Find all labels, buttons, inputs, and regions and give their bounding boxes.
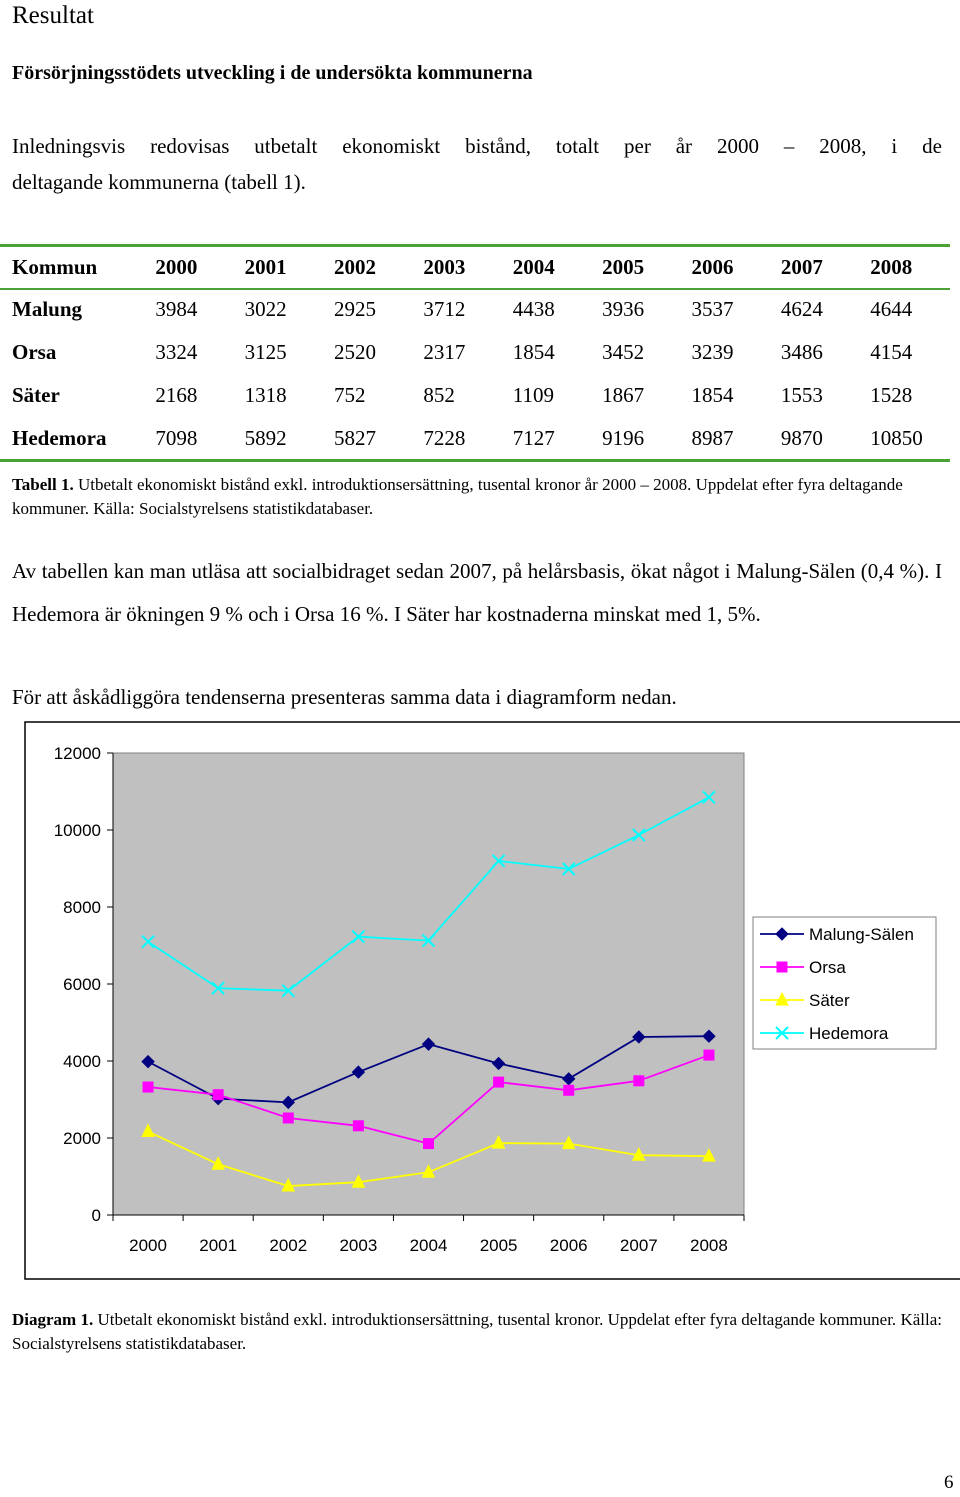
data-point-orsa [213, 1090, 223, 1100]
table-cell: 7098 [155, 426, 198, 450]
table-cell: 852 [423, 383, 455, 407]
table-header-row [0, 246, 960, 288]
legend-label-hedemora: Hedemora [809, 1024, 889, 1043]
legend-marker-orsa [777, 962, 787, 972]
table-row [0, 288, 960, 331]
legend-label-malung-s-len: Malung-Sälen [809, 925, 914, 944]
table-cell: 3486 [780, 340, 823, 364]
analysis-paragraph: Av tabellen kan man utläsa att socialbidraget sedan 2007, på helårsbasis, ökat något i Malung-Sälen (0,4 %). I Hedemora är ökningen 9 % och i Orsa 16 %. I Säter har kostnaderna minskat med 1, 5%. [12, 559, 942, 626]
table-cell: 8987 [691, 426, 734, 450]
chart-svg [24, 721, 960, 1281]
intro-line-2: deltagande kommunerna (tabell 1). [12, 170, 306, 194]
y-tick-label: 2000 [63, 1129, 101, 1148]
table-cell: 3936 [602, 297, 645, 321]
y-tick-label: 10000 [53, 821, 101, 840]
y-tick-label: 12000 [53, 744, 101, 763]
intro-line-1: Inledningsvis redovisas utbetalt ekonomiskt bistånd, totalt per år 2000 – 2008, i de [12, 134, 942, 158]
section-heading: Resultat [12, 2, 94, 29]
table-cell: 1318 [244, 383, 287, 407]
table-cell: 9870 [780, 426, 823, 450]
data-point-orsa [424, 1139, 434, 1149]
table-row [0, 417, 960, 460]
table-row [0, 374, 960, 417]
table-cell: 2520 [334, 340, 377, 364]
table-header-cell: Kommun [12, 254, 98, 279]
intro-paragraph [12, 128, 942, 200]
table-cell: 4644 [870, 297, 913, 321]
table-cell: 3125 [244, 340, 287, 364]
table-cell: 4438 [512, 297, 555, 321]
table-cell: 3324 [155, 340, 198, 364]
x-tick-label: 2005 [479, 1236, 518, 1255]
table-cell: 5892 [244, 426, 287, 450]
table-cell: 2168 [155, 383, 198, 407]
data-table [0, 246, 960, 460]
table-cell: 7127 [512, 426, 555, 450]
row-label: Säter [12, 383, 60, 407]
data-point-orsa [353, 1121, 363, 1131]
y-tick-label: 4000 [63, 1052, 101, 1071]
table-cell: 4154 [870, 340, 913, 364]
table-header-cell: 2007 [780, 254, 823, 279]
legend-label-orsa: Orsa [809, 958, 846, 977]
row-label: Hedemora [12, 426, 107, 450]
table-caption-text: Utbetalt ekonomiskt bistånd exkl. introduktionsersättning, tusental kronor år 2000 – 2008. Uppdelat efter fyra deltagande kommuner. Källa: Socialstyrelsens statistikdatabaser. [12, 475, 903, 518]
table-cell: 752 [334, 383, 366, 407]
table-cell: 2925 [334, 297, 377, 321]
table-header-cell: 2002 [334, 254, 377, 279]
table-cell: 1109 [512, 383, 554, 407]
data-point-orsa [634, 1076, 644, 1086]
table-cell: 1867 [602, 383, 645, 407]
table-cell: 3537 [691, 297, 734, 321]
y-tick-label: 6000 [63, 975, 101, 994]
x-tick-label: 2003 [339, 1236, 378, 1255]
table-cell: 1854 [691, 383, 734, 407]
x-tick-label: 2006 [549, 1236, 588, 1255]
table-caption-label: Tabell 1. [12, 475, 74, 494]
x-tick-label: 2001 [199, 1236, 238, 1255]
row-label: Orsa [12, 340, 57, 364]
data-point-orsa [143, 1082, 153, 1092]
table-header-cell: 2003 [423, 254, 466, 279]
table-header-cell: 2005 [602, 254, 645, 279]
table-header-cell: 2000 [155, 254, 198, 279]
x-tick-label: 2002 [269, 1236, 308, 1255]
chart-intro-paragraph: För att åskådliggöra tendenserna presenteras samma data i diagramform nedan. [12, 685, 677, 709]
x-tick-label: 2000 [129, 1236, 167, 1255]
page-number: 6 [944, 1472, 954, 1493]
diagram-caption-label: Diagram 1. [12, 1310, 94, 1329]
table-row [0, 331, 960, 374]
data-point-orsa [283, 1113, 293, 1123]
line-chart [24, 721, 960, 1281]
table-cell: 3452 [602, 340, 645, 364]
data-point-orsa [704, 1050, 714, 1060]
x-tick-label: 2007 [619, 1236, 658, 1255]
subsection-heading: Försörjningsstödets utveckling i de undersökta kommunerna [12, 62, 533, 84]
table-caption [12, 473, 942, 521]
table-header-cell: 2006 [691, 254, 734, 279]
table-cell: 10850 [870, 426, 923, 450]
data-point-orsa [494, 1077, 504, 1087]
table-cell: 9196 [602, 426, 645, 450]
table-cell: 3984 [155, 297, 198, 321]
legend-label-s-ter: Säter [809, 991, 850, 1010]
y-tick-label: 8000 [63, 898, 101, 917]
x-tick-label: 2004 [409, 1236, 448, 1255]
diagram-caption [12, 1308, 942, 1356]
table-cell: 1553 [780, 383, 823, 407]
table-cell: 4624 [780, 297, 823, 321]
table-cell: 7228 [423, 426, 466, 450]
table-cell: 1528 [870, 383, 913, 407]
diagram-caption-text: Utbetalt ekonomiskt bistånd exkl. introduktionsersättning, tusental kronor. Uppdelat efter fyra deltagande kommuner. Källa: Socialstyrelsens statistikdatabaser. [12, 1310, 942, 1353]
table-header-cell: 2008 [870, 254, 913, 279]
table-header-cell: 2004 [512, 254, 555, 279]
table-cell: 3712 [423, 297, 466, 321]
table-cell: 5827 [334, 426, 377, 450]
table-cell: 2317 [423, 340, 466, 364]
x-tick-label: 2008 [690, 1236, 728, 1255]
data-point-orsa [564, 1085, 574, 1095]
table-cell: 1854 [512, 340, 555, 364]
table-cell: 3022 [244, 297, 287, 321]
row-label: Malung [12, 297, 83, 321]
table-header-cell: 2001 [244, 254, 287, 279]
table-cell: 3239 [691, 340, 734, 364]
y-tick-label: 0 [91, 1206, 101, 1225]
